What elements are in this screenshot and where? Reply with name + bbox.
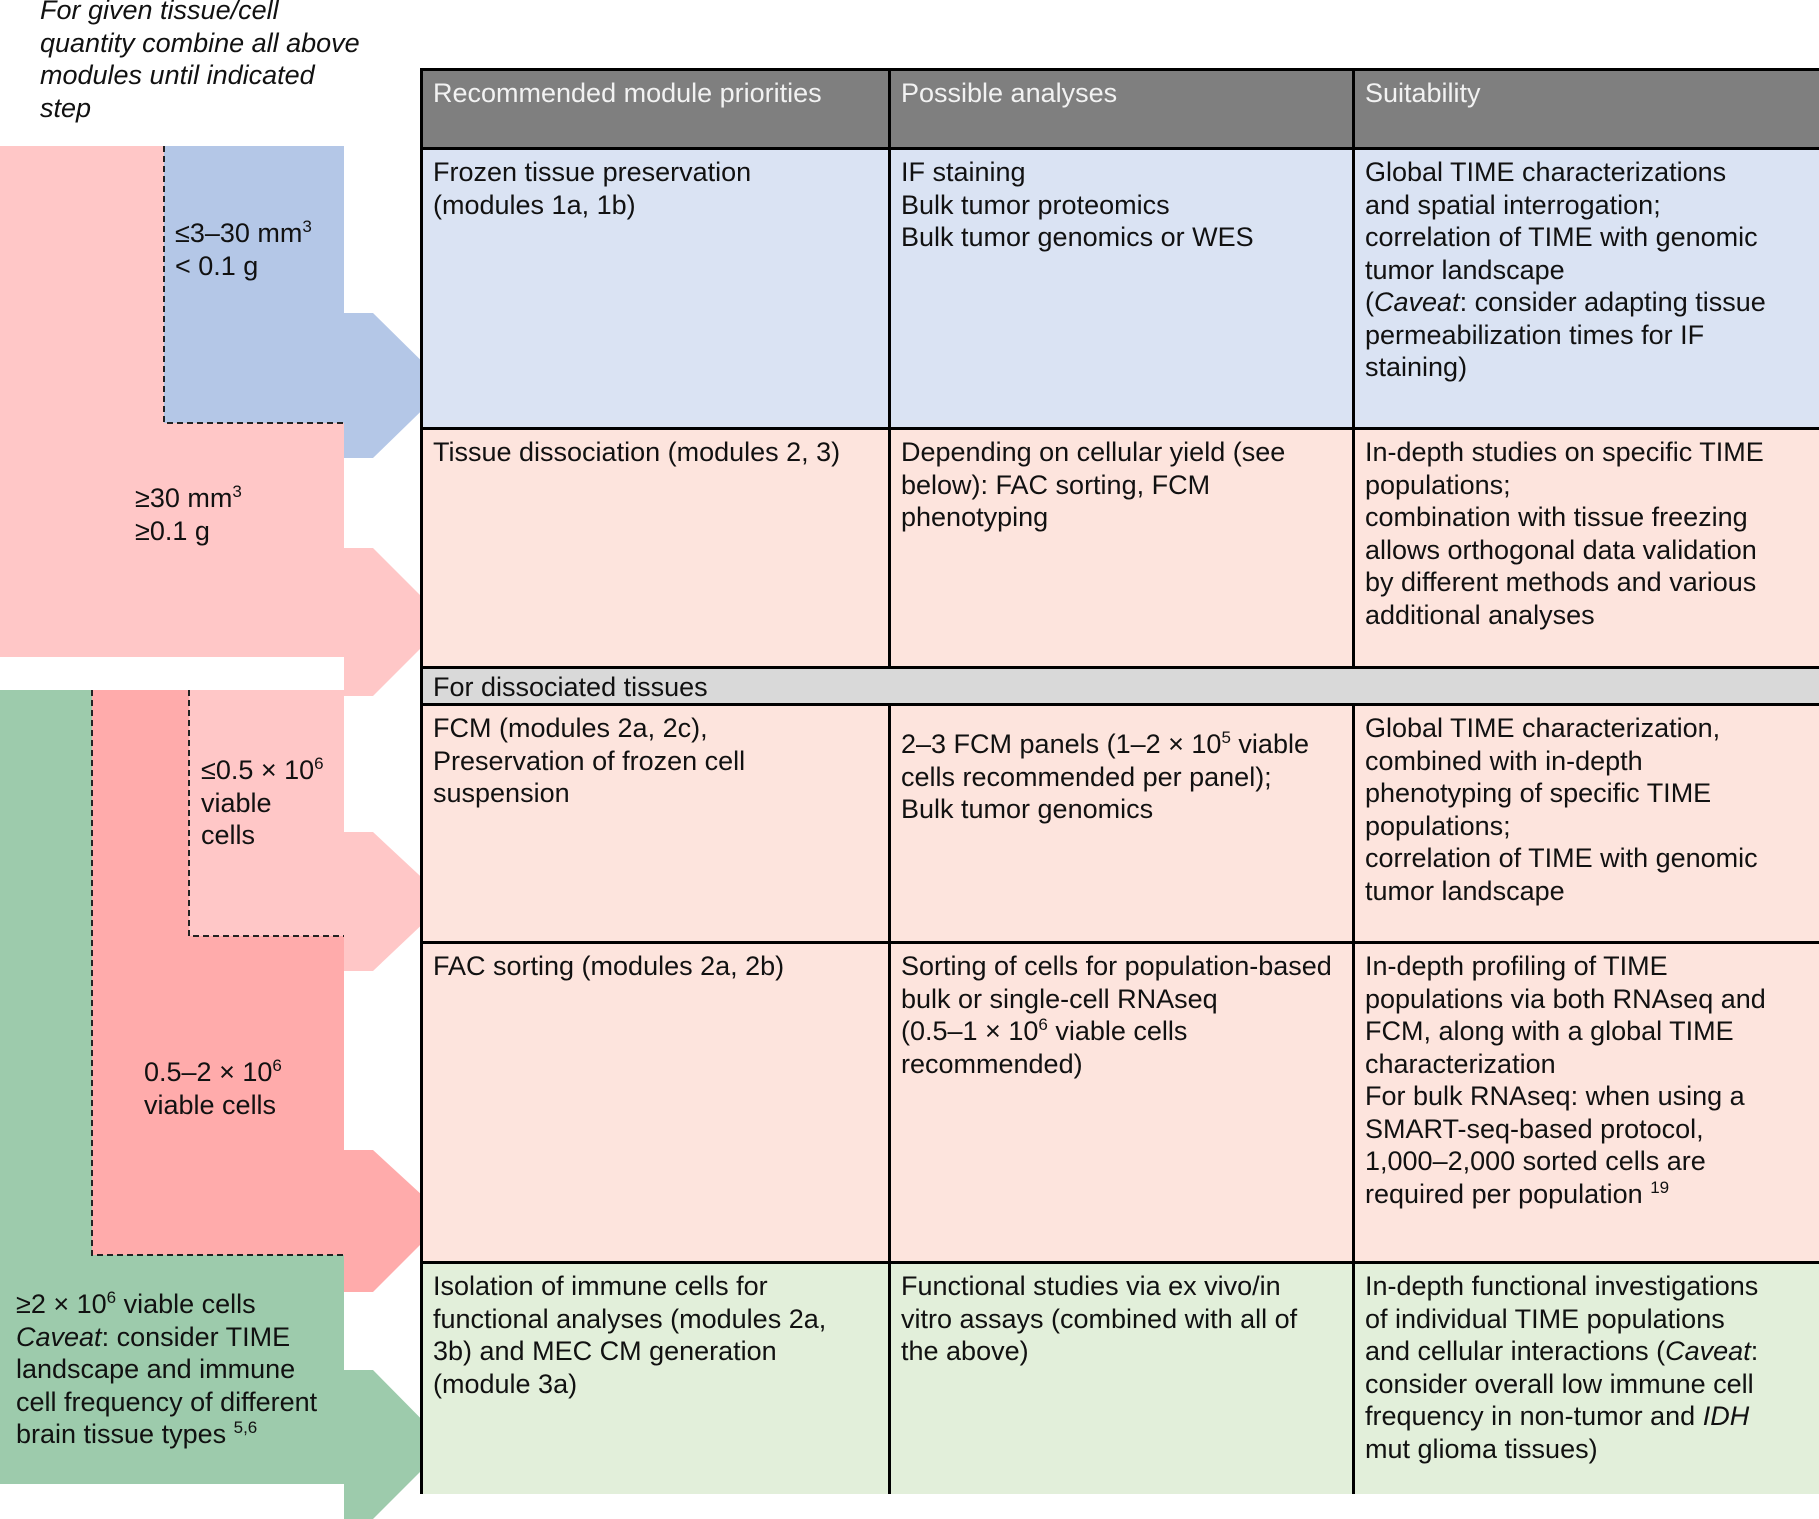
isolation-suitability: In-depth functional investigations of individual TIME populations and cellular interactions (Caveat: consider overall low immune cell frequency in non-tumor and IDH mut glioma tissues) [1355, 1264, 1819, 1494]
fac-suitability: In-depth profiling of TIME populations via both RNAseq and FCM, along with a global TIME characterization For bulk RNAseq: when using a SMART-seq-based protocol, 1,000–2,000 sorted cells are required per population $^{19}$ [1355, 944, 1819, 1264]
fac-analyses: Sorting of cells for population-based bulk or single-cell RNAseq ($0.5-1 \times 10^6$ viable cells recommended) [891, 944, 1355, 1264]
fac-priority: FAC sorting (modules 2a, 2b) [423, 944, 891, 1264]
header-priorities: Recommended module priorities [423, 71, 891, 150]
dissociation-priority: Tissue dissociation (modules 2, 3) [423, 430, 891, 669]
red-arrow-label: $0.5-2 \times 10^6$ viable cells [144, 1056, 282, 1120]
header-analyses: Possible analyses [891, 71, 1355, 150]
green-arrow-label: $\ge 2 \times 10^6$ viable cells Caveat: consider TIME landscape and immune cell frequency of different brain tissue types $^{5,6}$ [16, 1288, 318, 1449]
frozen-analyses: IF staining Bulk tumor proteomics Bulk tumor genomics or WES [891, 150, 1355, 430]
dissociation-suitability: In-depth studies on specific TIME populations; combination with tissue freezing allows orthogonal data validation by different methods and various additional analyses [1355, 430, 1819, 669]
frozen-suitability: Global TIME characterizations and spatial interrogation; correlation of TIME with genomic tumor landscape (Caveat: consider adapting tissue permeabilization times for IF staining) [1355, 150, 1819, 430]
blue-arrow-label: ≤3–30 $mm^3$ < 0.1 g [175, 217, 312, 281]
dissociation-analyses: Depending on cellular yield (see below): FAC sorting, FCM phenotyping [891, 430, 1355, 669]
section-dissociated-tissues: For dissociated tissues [423, 669, 1819, 706]
isolation-priority: Isolation of immune cells for functional analyses (modules 2a, 3b) and MEC CM generation (module 3a) [423, 1264, 891, 1494]
isolation-analyses: Functional studies via ex vivo/in vitro assays (combined with all of the above) [891, 1264, 1355, 1494]
pink-arrow-label: ≥30 $mm^3$ ≥0.1 g [135, 482, 242, 546]
instruction-note: For given tissue/cell quantity combine all above modules until indicated step [40, 0, 360, 123]
fcm-priority: FCM (modules 2a, 2c), Preservation of frozen cell suspension [423, 706, 891, 944]
module-priority-table [420, 68, 1819, 1494]
light-pink-arrow-label: $\le 0.5 \times 10^6$ viable cells [201, 754, 324, 850]
frozen-priority: Frozen tissue preservation (modules 1a, 1b) [423, 150, 891, 430]
fcm-analyses: 2–3 FCM panels ($1-2 \times 10^5$ viable cells recommended per panel); Bulk tumor genomics [891, 706, 1355, 944]
header-suitability: Suitability [1355, 71, 1819, 150]
fcm-suitability: Global TIME characterization, combined with in-depth phenotyping of specific TIME populations; correlation of TIME with genomic tumor landscape [1355, 706, 1819, 944]
arrow-blue [164, 146, 447, 458]
